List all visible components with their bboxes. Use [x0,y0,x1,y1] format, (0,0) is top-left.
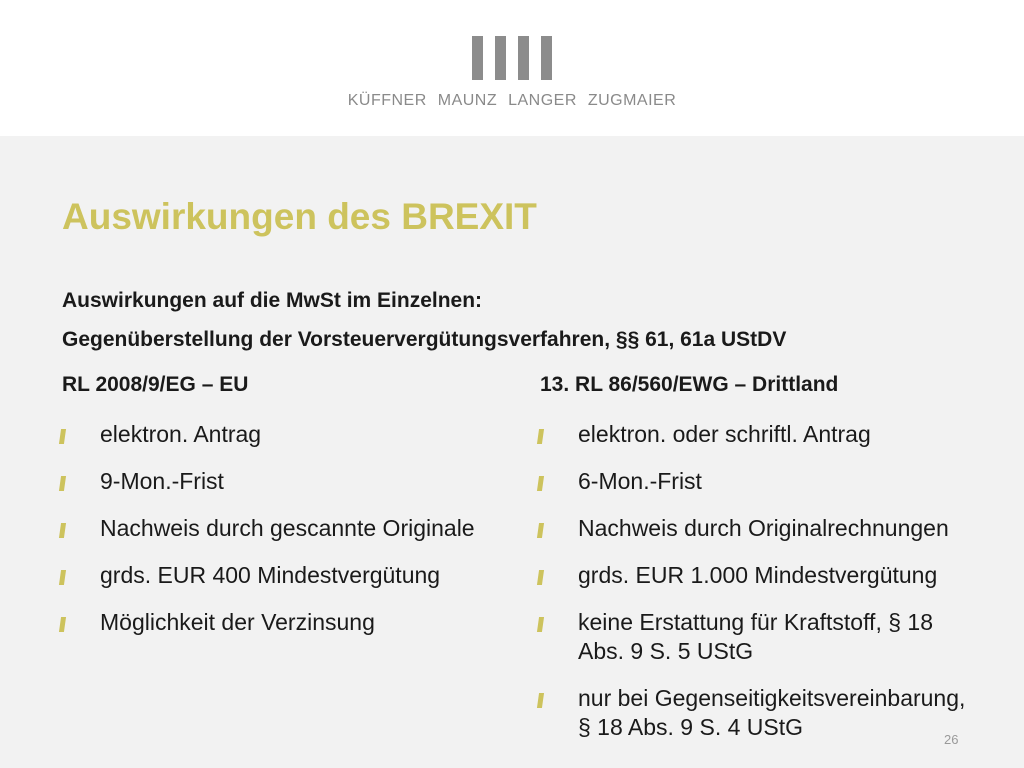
bullet-icon [59,429,66,444]
logo-name: KÜFFNER [347,92,427,109]
bullet-icon [59,476,66,491]
logo-name: LANGER [508,92,577,109]
slide-subtitle-2: Gegenüberstellung der Vorsteuervergütungsverfahren, §§ 61, 61a UStDV [62,328,787,351]
list-item [538,608,1008,666]
logo-name: MAUNZ [437,92,498,109]
bullet-icon [537,476,544,491]
list-item-text: Möglichkeit der Verzinsung [100,609,375,635]
list-item [60,467,530,496]
list-item-text: keine Erstattung für Kraftstoff, § 18 [578,609,933,635]
list-item [60,420,530,449]
bullet-icon [59,617,66,632]
list-item [538,467,1008,496]
slide-subtitle: Auswirkungen auf die MwSt im Einzelnen: [62,289,483,312]
slide-title: Auswirkungen des BREXIT [62,196,537,237]
slide-header [0,0,1024,136]
list-item-text: Nachweis durch gescannte Originale [100,515,475,541]
bullet-icon [537,617,544,632]
bullet-icon [537,570,544,585]
list-item-text-continued: § 18 Abs. 9 S. 4 UStG [578,714,804,740]
right-column-heading: 13. RL 86/560/EWG – Drittland [540,373,839,396]
list-item-text: 9-Mon.-Frist [100,468,224,494]
list-item-text-continued: Abs. 9 S. 5 UStG [578,638,754,664]
list-item [538,420,1008,449]
list-item-text: elektron. Antrag [100,421,262,447]
bullet-icon [59,523,66,538]
list-item [60,561,530,590]
left-column-heading: RL 2008/9/EG – EU [62,373,249,396]
list-item [538,514,1008,543]
bullet-icon [59,570,66,585]
list-item [60,608,530,637]
list-item-text: 6-Mon.-Frist [578,468,702,494]
list-item-text: grds. EUR 400 Mindestvergütung [100,562,441,588]
logo-name: ZUGMAIER [587,92,677,109]
list-item [60,514,530,543]
page-number: 26 [944,732,959,747]
list-item-text: nur bei Gegenseitigkeitsvereinbarung, [578,685,966,711]
list-item-text: Nachweis durch Originalrechnungen [578,515,949,541]
bullet-icon [537,693,544,708]
list-item [538,561,1008,590]
bullet-icon [537,429,544,444]
left-bullet-list [60,420,530,655]
right-bullet-list [538,420,1008,760]
bullet-icon [537,523,544,538]
company-logo-text [0,92,1024,110]
list-item-text: elektron. oder schriftl. Antrag [578,421,871,447]
list-item [538,684,1008,742]
list-item-text: grds. EUR 1.000 Mindestvergütung [578,562,938,588]
